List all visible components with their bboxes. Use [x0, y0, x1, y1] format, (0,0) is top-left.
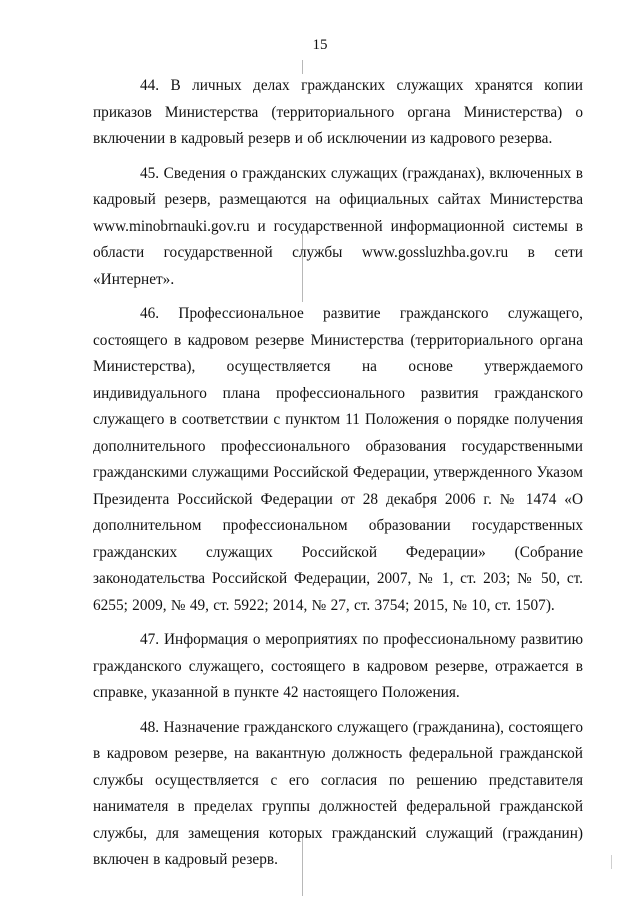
scan-edge-mark	[611, 855, 612, 869]
scan-fold-mark-top	[302, 60, 303, 74]
document-body	[93, 73, 583, 882]
paragraph-46: 46. Профессиональное развитие гражданского служащего, состоящего в кадровом резерве Министерства (территориального органа Министерства), осуществляется на основе утверждаемого индивидуального плана профессионального развития гражданского служащего в соответствии с пунктом 11 Положения о порядке получения дополнительного профессионального образования государственными гражданскими служащими Российской Федерации, утвержденного Указом Президента Российской Федерации от 28 декабря 2006 г. № 1474 «О дополнительном профессиональном образовании государственных гражданских служащих Российской Федерации» (Собрание законодательства Российской Федерации, 2007, № 1, ст. 203; № 50, ст. 6255; 2009, № 49, ст. 5922; 2014, № 27, ст. 3754; 2015, № 10, ст. 1507).	[93, 305, 583, 614]
page-number: 15	[312, 37, 328, 53]
paragraph-48: 48. Назначение гражданского служащего (гражданина), состоящего в кадровом резерве, на вакантную должность федеральной гражданской службы осуществляется с его согласия по решению представителя нанимателя в пределах группы должностей федеральной гражданской службы, для замещения которых гражданский служащий (гражданин) включен в кадровый резерв.	[93, 718, 583, 868]
paragraph-45: 45. Сведения о гражданских служащих (гражданах), включенных в кадровый резерв, размещаются на официальных сайтах Министерства www.minobrnauki.gov.ru и государственной информационной системы в области государственной службы www.gossluzhba.gov.ru в сети «Интернет».	[93, 164, 583, 288]
paragraph-47: 47. Информация о мероприятиях по профессиональному развитию гражданского служащего, состоящего в кадровом резерве, отражается в справке, указанной в пункте 42 настоящего Положения.	[93, 631, 583, 701]
paragraph-44: 44. В личных делах гражданских служащих хранятся копии приказов Министерства (территориального органа Министерства) о включении в кадровый резерв и об исключении из кадрового резерва.	[93, 77, 583, 147]
